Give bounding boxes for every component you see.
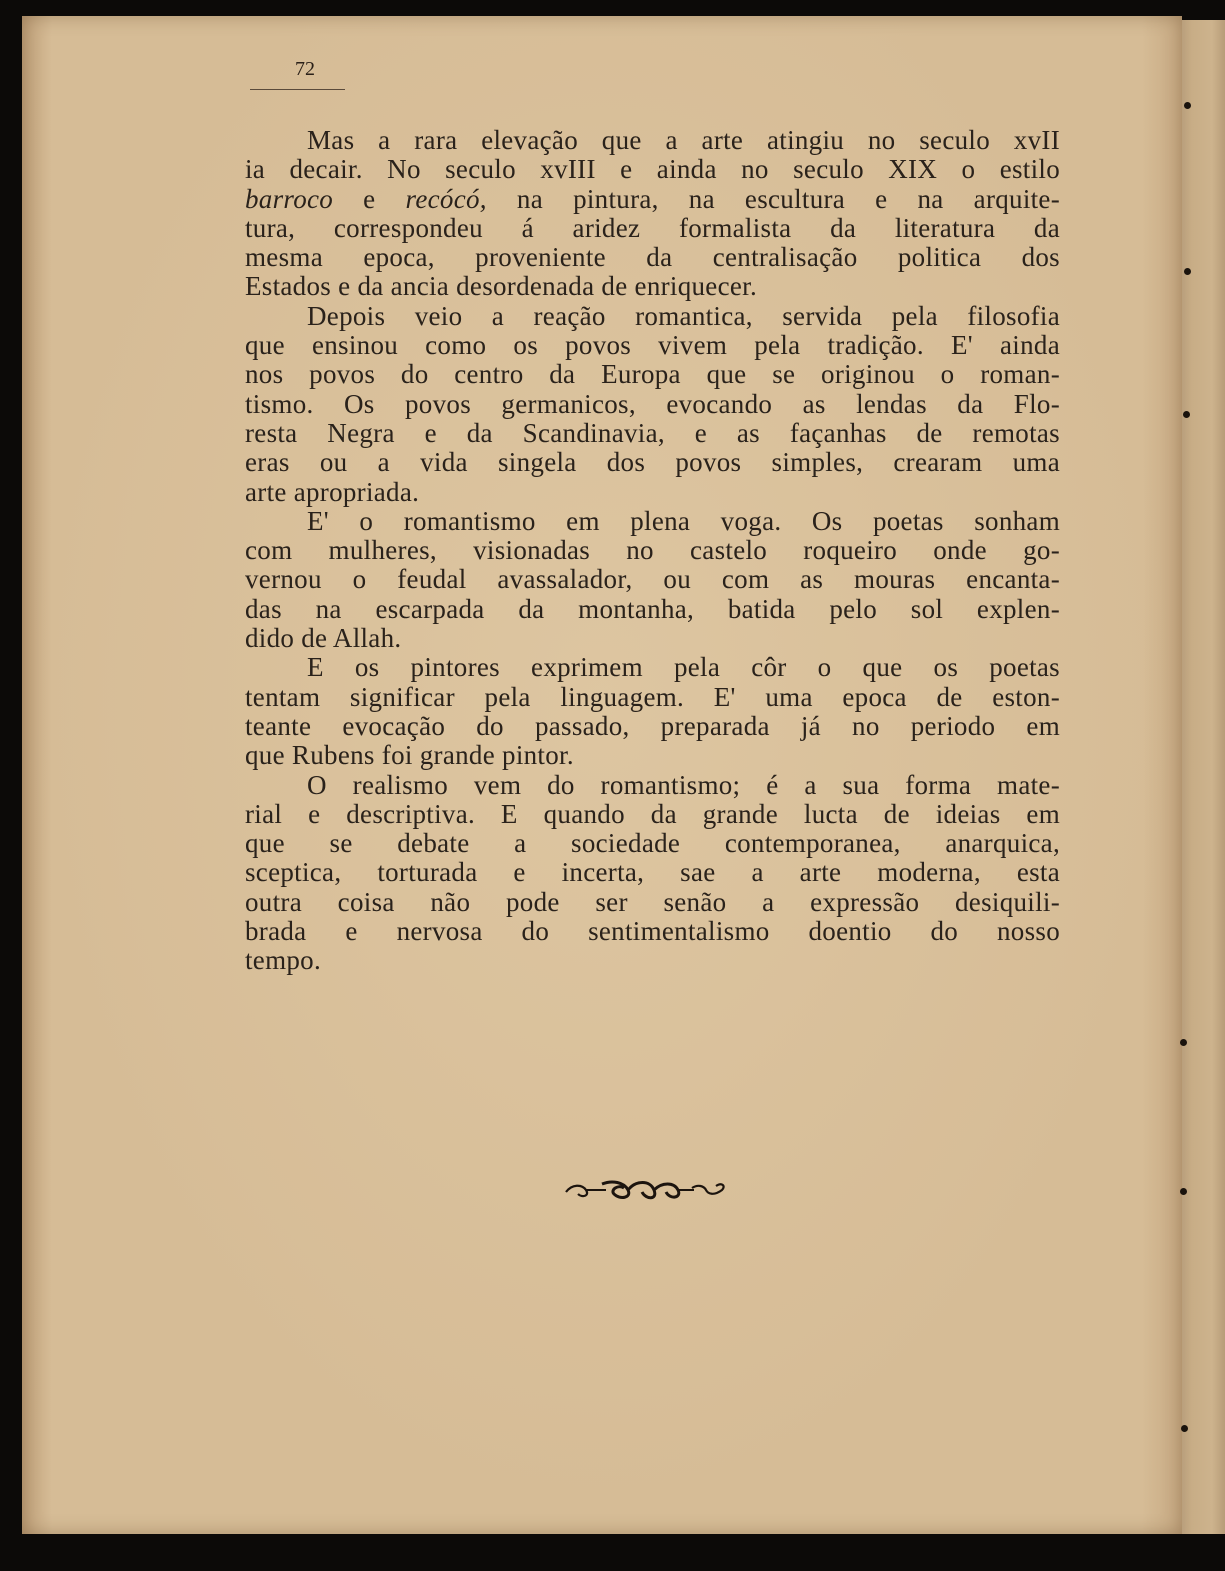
text-line: barroco e recócó, na pintura, na escultura e na arquite- — [245, 183, 1061, 214]
text-line: E os pintores exprimem pela côr o que os poetas — [307, 652, 1060, 683]
text-line: O realismo vem do romantismo; é a sua forma mate- — [307, 769, 1060, 800]
text-line: que se debate a sociedade contemporanea, anarquica, — [245, 828, 1060, 859]
text-line: tentam significar pela linguagem. E' uma epoca de eston- — [245, 681, 1060, 712]
text-line: nos povos do centro da Europa que se originou o roman- — [245, 359, 1060, 390]
text-line: eras ou a vida singela dos povos simples, crearam uma — [245, 447, 1060, 478]
page-number-rule — [250, 89, 345, 90]
text-line: que Rubens foi grande pintor. — [245, 740, 574, 771]
text-line: dido de Allah. — [245, 623, 402, 654]
text-line: Estados e da ancia desordenada de enriquecer. — [245, 271, 758, 302]
text-line: E' o romantismo em plena voga. Os poetas sonham — [307, 505, 1060, 536]
text-line: das na escarpada da montanha, batida pelo sol explen- — [245, 593, 1060, 624]
text-line: resta Negra e da Scandinavia, e as façanhas de remotas — [245, 417, 1060, 448]
body-text — [245, 126, 1060, 976]
text-line: outra coisa não pode ser senão a expressão desiquili- — [245, 886, 1060, 917]
text-line: tismo. Os povos germanicos, evocando as lendas da Flo- — [245, 388, 1060, 419]
page-number: 72 — [295, 58, 315, 80]
edge-mark — [1180, 1039, 1187, 1046]
edge-mark — [1183, 411, 1190, 418]
text-line: Depois veio a reação romantica, servida pela filosofia — [307, 300, 1060, 331]
scan-border — [22, 1534, 1225, 1571]
text-line: arte apropriada. — [245, 476, 420, 507]
text-line: sceptica, torturada e incerta, sae a arte moderna, esta — [245, 857, 1060, 888]
edge-mark — [1184, 268, 1191, 275]
tailpiece-ornament — [562, 1178, 730, 1202]
text-line: ia decair. No seculo xvIII e ainda no seculo XIX o estilo — [245, 154, 1060, 185]
text-line: rial e descriptiva. E quando da grande lucta de ideias em — [245, 798, 1060, 829]
text-line: teante evocação do passado, preparada já no periodo em — [245, 710, 1060, 741]
text-line: que ensinou como os povos vivem pela tradição. E' ainda — [245, 330, 1060, 361]
text-line: vernou o feudal avassalador, ou com as mouras encanta- — [245, 564, 1060, 595]
text-line: mesma epoca, proveniente da centralisação politica dos — [245, 242, 1060, 273]
book-edge — [1182, 20, 1225, 1540]
edge-mark — [1184, 102, 1191, 109]
text-line: brada e nervosa do sentimentalismo doentio do nosso — [245, 916, 1060, 947]
text-line: tura, correspondeu á aridez formalista da literatura da — [245, 212, 1060, 243]
edge-mark — [1180, 1188, 1187, 1195]
text-line: com mulheres, visionadas no castelo roqueiro onde go- — [245, 535, 1060, 566]
text-line: tempo. — [245, 945, 322, 976]
text-line: Mas a rara elevação que a arte atingiu no seculo xvII — [307, 125, 1060, 155]
edge-mark — [1181, 1425, 1188, 1432]
